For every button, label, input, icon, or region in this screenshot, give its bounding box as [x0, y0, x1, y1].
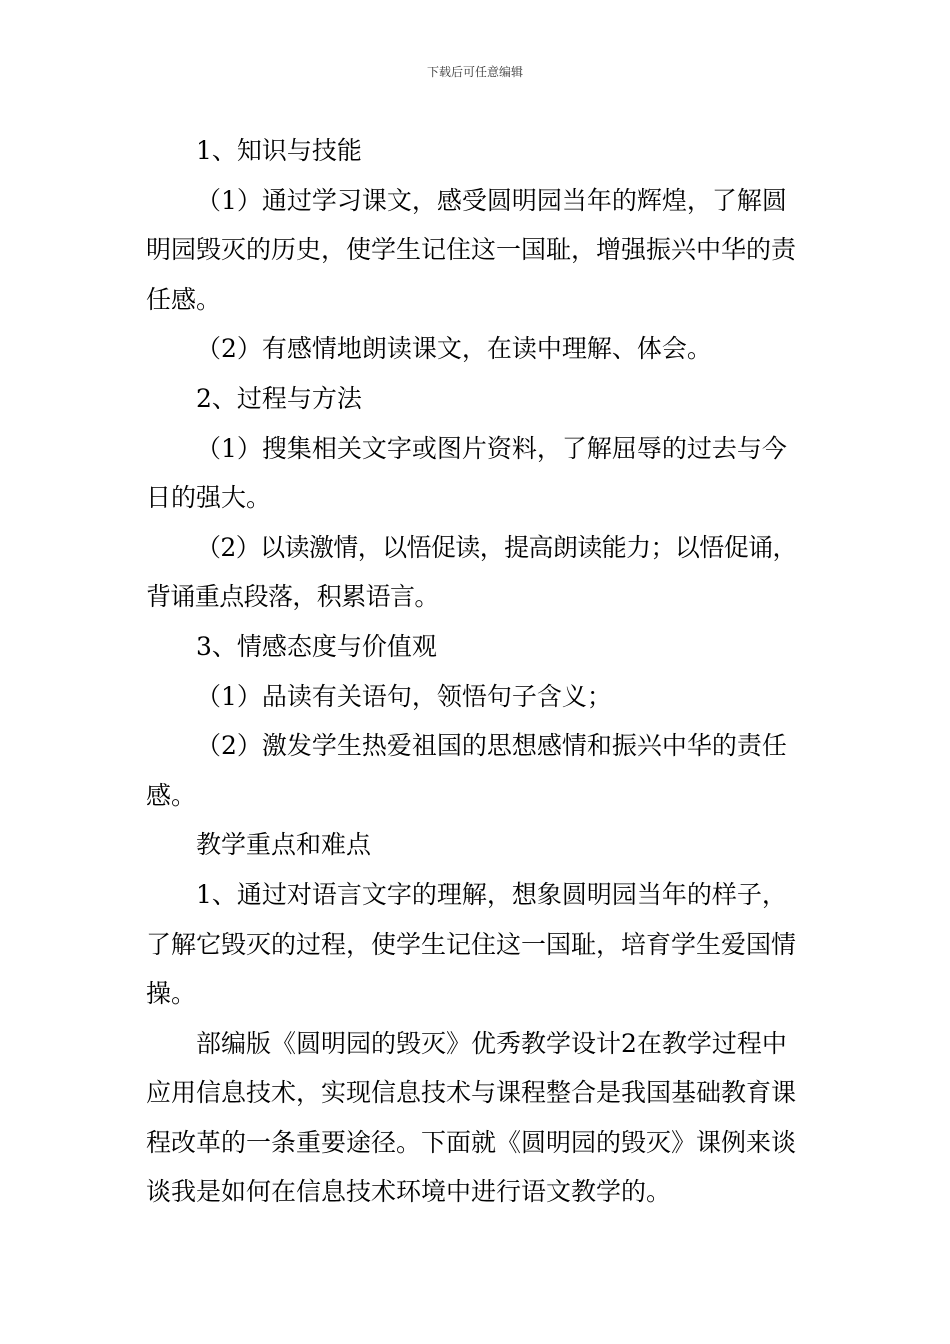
paragraph: 部编版《圆明园的毁灭》优秀教学设计2在教学过程中应用信息技术，实现信息技术与课程整合是我国基础教育课程改革的一条重要途径。下面就《圆明园的毁灭》课例来谈谈我是如何在信息技术环境中进行语文教学的。: [146, 1028, 797, 1207]
heading-process-method: 2、过程与方法: [196, 383, 362, 413]
heading-knowledge-skills: 1、知识与技能: [196, 136, 362, 165]
heading-emotion-values: 3、情感态度与价值观: [196, 631, 437, 661]
paragraph: （1）搜集相关文字或图片资料，了解屈辱的过去与今日的强大。: [146, 433, 787, 513]
paragraph: （2）激发学生热爱祖国的思想感情和振兴中华的责任感。: [146, 731, 787, 810]
paragraph: （2）有感情地朗读课文，在读中理解、体会。: [196, 334, 712, 364]
paragraph: （1）通过学习课文，感受圆明园当年的辉煌，了解圆明园毁灭的历史，使学生记住这一国耻，增强振兴中华的责任感。: [146, 185, 797, 314]
page-header: 下载后可任意编辑: [426, 65, 523, 79]
heading-key-points: 教学重点和难点: [196, 830, 372, 860]
paragraph: 1、通过对语言文字的理解，想象圆明园当年的样子，了解它毁灭的过程，使学生记住这一国耻，培育学生爱国情操。: [146, 879, 797, 1009]
paragraph: （1）品读有关语句，领悟句子含义；: [196, 681, 612, 711]
document-body: [146, 126, 811, 1217]
paragraph: （2）以读激情，以悟促读，提高朗读能力；以悟促诵，背诵重点段落，积累语言。: [146, 532, 797, 612]
